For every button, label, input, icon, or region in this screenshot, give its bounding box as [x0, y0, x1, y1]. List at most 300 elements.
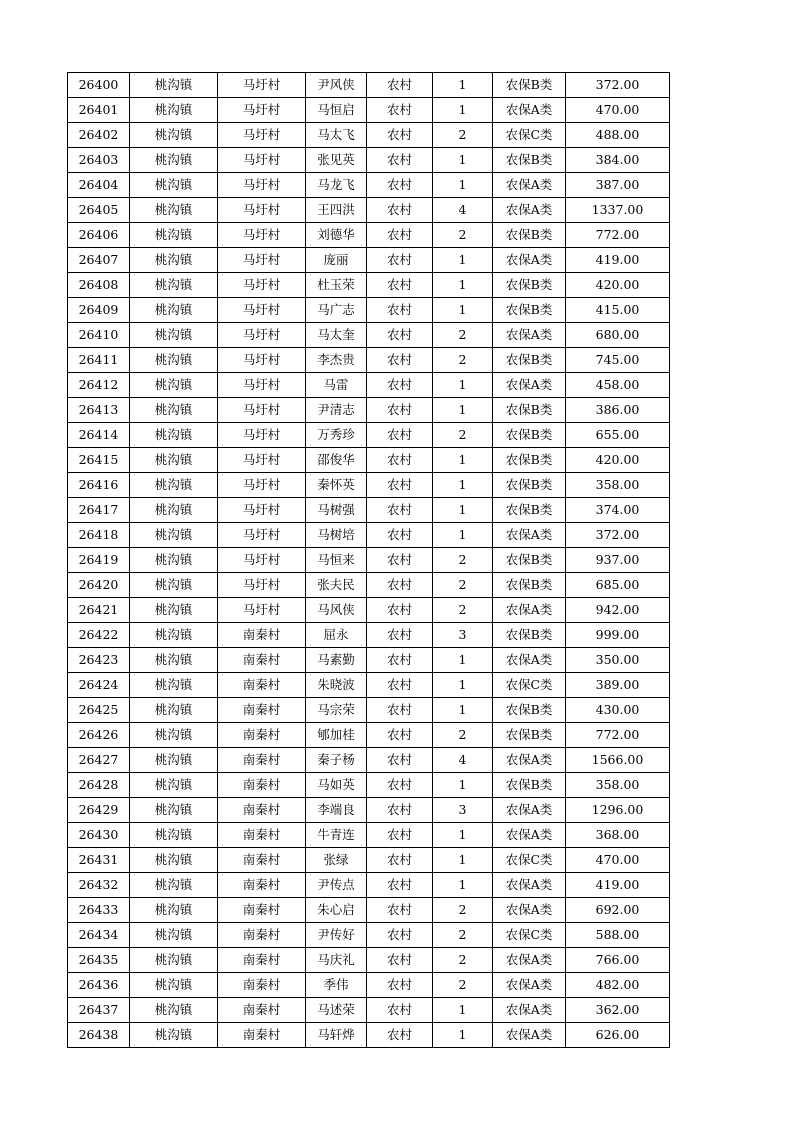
amount-cell: 387.00 [566, 173, 670, 198]
amount-cell: 692.00 [566, 898, 670, 923]
category-cell: 农保B类 [493, 448, 566, 473]
amount-cell: 420.00 [566, 273, 670, 298]
household-count-cell: 4 [433, 748, 493, 773]
amount-cell: 626.00 [566, 1023, 670, 1048]
row-id-cell: 26408 [68, 273, 130, 298]
town-cell: 桃沟镇 [130, 123, 218, 148]
name-cell: 李杰贵 [306, 348, 367, 373]
village-cell: 马圩村 [218, 598, 306, 623]
category-cell: 农保A类 [493, 248, 566, 273]
area-type-cell: 农村 [367, 723, 433, 748]
table-row [68, 498, 670, 523]
village-cell: 南秦村 [218, 848, 306, 873]
town-cell: 桃沟镇 [130, 748, 218, 773]
area-type-cell: 农村 [367, 923, 433, 948]
town-cell: 桃沟镇 [130, 173, 218, 198]
area-type-cell: 农村 [367, 1023, 433, 1048]
amount-cell: 999.00 [566, 623, 670, 648]
row-id-cell: 26420 [68, 573, 130, 598]
area-type-cell: 农村 [367, 448, 433, 473]
table-row [68, 373, 670, 398]
table-row [68, 573, 670, 598]
area-type-cell: 农村 [367, 698, 433, 723]
table-row [68, 698, 670, 723]
table-row [68, 323, 670, 348]
town-cell: 桃沟镇 [130, 1023, 218, 1048]
village-cell: 南秦村 [218, 823, 306, 848]
area-type-cell: 农村 [367, 948, 433, 973]
amount-cell: 655.00 [566, 423, 670, 448]
name-cell: 杜玉荣 [306, 273, 367, 298]
category-cell: 农保C类 [493, 848, 566, 873]
table-row [68, 223, 670, 248]
name-cell: 马雷 [306, 373, 367, 398]
town-cell: 桃沟镇 [130, 773, 218, 798]
town-cell: 桃沟镇 [130, 723, 218, 748]
village-cell: 南秦村 [218, 773, 306, 798]
town-cell: 桃沟镇 [130, 548, 218, 573]
name-cell: 马风侠 [306, 598, 367, 623]
household-count-cell: 1 [433, 648, 493, 673]
category-cell: 农保B类 [493, 348, 566, 373]
village-cell: 南秦村 [218, 948, 306, 973]
household-count-cell: 2 [433, 323, 493, 348]
amount-cell: 350.00 [566, 648, 670, 673]
table-row [68, 998, 670, 1023]
table-row [68, 173, 670, 198]
table-row [68, 648, 670, 673]
village-cell: 马圩村 [218, 523, 306, 548]
town-cell: 桃沟镇 [130, 973, 218, 998]
area-type-cell: 农村 [367, 473, 433, 498]
name-cell: 马庆礼 [306, 948, 367, 973]
category-cell: 农保B类 [493, 473, 566, 498]
village-cell: 马圩村 [218, 273, 306, 298]
row-id-cell: 26401 [68, 98, 130, 123]
category-cell: 农保A类 [493, 648, 566, 673]
household-count-cell: 2 [433, 948, 493, 973]
table-row [68, 773, 670, 798]
town-cell: 桃沟镇 [130, 398, 218, 423]
area-type-cell: 农村 [367, 748, 433, 773]
household-count-cell: 2 [433, 598, 493, 623]
amount-cell: 419.00 [566, 873, 670, 898]
area-type-cell: 农村 [367, 523, 433, 548]
village-cell: 马圩村 [218, 348, 306, 373]
amount-cell: 942.00 [566, 598, 670, 623]
name-cell: 马素勤 [306, 648, 367, 673]
household-count-cell: 1 [433, 823, 493, 848]
table-row [68, 848, 670, 873]
household-count-cell: 1 [433, 848, 493, 873]
area-type-cell: 农村 [367, 648, 433, 673]
name-cell: 张见英 [306, 148, 367, 173]
table-row [68, 273, 670, 298]
name-cell: 庞丽 [306, 248, 367, 273]
row-id-cell: 26405 [68, 198, 130, 223]
table-body [68, 73, 670, 1048]
village-cell: 南秦村 [218, 748, 306, 773]
village-cell: 南秦村 [218, 973, 306, 998]
name-cell: 马树培 [306, 523, 367, 548]
village-cell: 马圩村 [218, 198, 306, 223]
household-count-cell: 2 [433, 723, 493, 748]
area-type-cell: 农村 [367, 873, 433, 898]
name-cell: 马轩烨 [306, 1023, 367, 1048]
name-cell: 郇加桂 [306, 723, 367, 748]
row-id-cell: 26422 [68, 623, 130, 648]
amount-cell: 362.00 [566, 998, 670, 1023]
name-cell: 秦子杨 [306, 748, 367, 773]
row-id-cell: 26418 [68, 523, 130, 548]
household-count-cell: 1 [433, 148, 493, 173]
amount-cell: 415.00 [566, 298, 670, 323]
household-count-cell: 1 [433, 1023, 493, 1048]
row-id-cell: 26417 [68, 498, 130, 523]
household-count-cell: 1 [433, 523, 493, 548]
household-count-cell: 1 [433, 98, 493, 123]
town-cell: 桃沟镇 [130, 223, 218, 248]
village-cell: 马圩村 [218, 173, 306, 198]
row-id-cell: 26433 [68, 898, 130, 923]
name-cell: 季伟 [306, 973, 367, 998]
amount-cell: 430.00 [566, 698, 670, 723]
household-count-cell: 2 [433, 923, 493, 948]
name-cell: 刘德华 [306, 223, 367, 248]
table-row [68, 73, 670, 98]
name-cell: 马宗荣 [306, 698, 367, 723]
village-cell: 马圩村 [218, 98, 306, 123]
amount-cell: 419.00 [566, 248, 670, 273]
category-cell: 农保A类 [493, 748, 566, 773]
household-count-cell: 1 [433, 73, 493, 98]
village-cell: 马圩村 [218, 148, 306, 173]
area-type-cell: 农村 [367, 598, 433, 623]
town-cell: 桃沟镇 [130, 823, 218, 848]
category-cell: 农保A类 [493, 173, 566, 198]
name-cell: 屈永 [306, 623, 367, 648]
category-cell: 农保B类 [493, 573, 566, 598]
amount-cell: 420.00 [566, 448, 670, 473]
name-cell: 马龙飞 [306, 173, 367, 198]
name-cell: 马恒来 [306, 548, 367, 573]
category-cell: 农保B类 [493, 273, 566, 298]
town-cell: 桃沟镇 [130, 673, 218, 698]
household-count-cell: 2 [433, 423, 493, 448]
row-id-cell: 26410 [68, 323, 130, 348]
household-count-cell: 1 [433, 498, 493, 523]
row-id-cell: 26432 [68, 873, 130, 898]
amount-cell: 470.00 [566, 98, 670, 123]
category-cell: 农保B类 [493, 298, 566, 323]
category-cell: 农保A类 [493, 1023, 566, 1048]
area-type-cell: 农村 [367, 673, 433, 698]
town-cell: 桃沟镇 [130, 198, 218, 223]
category-cell: 农保A类 [493, 373, 566, 398]
area-type-cell: 农村 [367, 498, 433, 523]
village-cell: 马圩村 [218, 423, 306, 448]
household-count-cell: 1 [433, 173, 493, 198]
village-cell: 马圩村 [218, 573, 306, 598]
table-row [68, 523, 670, 548]
town-cell: 桃沟镇 [130, 898, 218, 923]
household-count-cell: 1 [433, 398, 493, 423]
household-count-cell: 1 [433, 298, 493, 323]
household-count-cell: 1 [433, 873, 493, 898]
amount-cell: 588.00 [566, 923, 670, 948]
household-count-cell: 3 [433, 623, 493, 648]
household-count-cell: 1 [433, 448, 493, 473]
row-id-cell: 26409 [68, 298, 130, 323]
row-id-cell: 26412 [68, 373, 130, 398]
table-row [68, 898, 670, 923]
village-cell: 马圩村 [218, 323, 306, 348]
row-id-cell: 26414 [68, 423, 130, 448]
row-id-cell: 26403 [68, 148, 130, 173]
table-row [68, 148, 670, 173]
town-cell: 桃沟镇 [130, 473, 218, 498]
village-cell: 南秦村 [218, 623, 306, 648]
town-cell: 桃沟镇 [130, 498, 218, 523]
town-cell: 桃沟镇 [130, 598, 218, 623]
table-row [68, 873, 670, 898]
village-cell: 马圩村 [218, 498, 306, 523]
town-cell: 桃沟镇 [130, 248, 218, 273]
village-cell: 马圩村 [218, 448, 306, 473]
table-row [68, 798, 670, 823]
amount-cell: 368.00 [566, 823, 670, 848]
area-type-cell: 农村 [367, 148, 433, 173]
name-cell: 朱晓波 [306, 673, 367, 698]
area-type-cell: 农村 [367, 848, 433, 873]
town-cell: 桃沟镇 [130, 373, 218, 398]
village-cell: 马圩村 [218, 398, 306, 423]
row-id-cell: 26436 [68, 973, 130, 998]
town-cell: 桃沟镇 [130, 73, 218, 98]
area-type-cell: 农村 [367, 773, 433, 798]
area-type-cell: 农村 [367, 423, 433, 448]
area-type-cell: 农村 [367, 398, 433, 423]
row-id-cell: 26413 [68, 398, 130, 423]
area-type-cell: 农村 [367, 798, 433, 823]
household-count-cell: 2 [433, 223, 493, 248]
area-type-cell: 农村 [367, 373, 433, 398]
amount-cell: 1566.00 [566, 748, 670, 773]
table-row [68, 948, 670, 973]
table-row [68, 673, 670, 698]
name-cell: 马广志 [306, 298, 367, 323]
village-cell: 马圩村 [218, 223, 306, 248]
row-id-cell: 26406 [68, 223, 130, 248]
area-type-cell: 农村 [367, 548, 433, 573]
table-row [68, 448, 670, 473]
household-count-cell: 4 [433, 198, 493, 223]
table-row [68, 473, 670, 498]
amount-cell: 937.00 [566, 548, 670, 573]
name-cell: 尹清志 [306, 398, 367, 423]
category-cell: 农保B类 [493, 73, 566, 98]
row-id-cell: 26428 [68, 773, 130, 798]
amount-cell: 358.00 [566, 773, 670, 798]
row-id-cell: 26430 [68, 823, 130, 848]
name-cell: 牛青连 [306, 823, 367, 848]
household-count-cell: 2 [433, 348, 493, 373]
category-cell: 农保B类 [493, 148, 566, 173]
name-cell: 尹风侠 [306, 73, 367, 98]
town-cell: 桃沟镇 [130, 698, 218, 723]
name-cell: 马树强 [306, 498, 367, 523]
area-type-cell: 农村 [367, 123, 433, 148]
table-row [68, 348, 670, 373]
amount-cell: 685.00 [566, 573, 670, 598]
amount-cell: 389.00 [566, 673, 670, 698]
category-cell: 农保A类 [493, 523, 566, 548]
row-id-cell: 26425 [68, 698, 130, 723]
category-cell: 农保A类 [493, 873, 566, 898]
row-id-cell: 26416 [68, 473, 130, 498]
data-table [67, 72, 670, 1048]
table-row [68, 548, 670, 573]
table-row [68, 923, 670, 948]
village-cell: 马圩村 [218, 373, 306, 398]
name-cell: 万秀珍 [306, 423, 367, 448]
village-cell: 南秦村 [218, 648, 306, 673]
name-cell: 尹传点 [306, 873, 367, 898]
name-cell: 马述荣 [306, 998, 367, 1023]
village-cell: 马圩村 [218, 298, 306, 323]
area-type-cell: 农村 [367, 223, 433, 248]
row-id-cell: 26419 [68, 548, 130, 573]
name-cell: 马太奎 [306, 323, 367, 348]
town-cell: 桃沟镇 [130, 998, 218, 1023]
amount-cell: 745.00 [566, 348, 670, 373]
table-row [68, 398, 670, 423]
row-id-cell: 26427 [68, 748, 130, 773]
village-cell: 南秦村 [218, 1023, 306, 1048]
area-type-cell: 农村 [367, 248, 433, 273]
category-cell: 农保A类 [493, 598, 566, 623]
town-cell: 桃沟镇 [130, 323, 218, 348]
area-type-cell: 农村 [367, 173, 433, 198]
town-cell: 桃沟镇 [130, 948, 218, 973]
town-cell: 桃沟镇 [130, 273, 218, 298]
household-count-cell: 1 [433, 998, 493, 1023]
amount-cell: 488.00 [566, 123, 670, 148]
row-id-cell: 26400 [68, 73, 130, 98]
category-cell: 农保B类 [493, 223, 566, 248]
area-type-cell: 农村 [367, 898, 433, 923]
household-count-cell: 1 [433, 248, 493, 273]
area-type-cell: 农村 [367, 323, 433, 348]
category-cell: 农保B类 [493, 548, 566, 573]
row-id-cell: 26434 [68, 923, 130, 948]
village-cell: 南秦村 [218, 873, 306, 898]
amount-cell: 458.00 [566, 373, 670, 398]
name-cell: 张绿 [306, 848, 367, 873]
household-count-cell: 1 [433, 698, 493, 723]
household-count-cell: 2 [433, 898, 493, 923]
row-id-cell: 26426 [68, 723, 130, 748]
category-cell: 农保B类 [493, 773, 566, 798]
category-cell: 农保A类 [493, 973, 566, 998]
table-row [68, 723, 670, 748]
town-cell: 桃沟镇 [130, 523, 218, 548]
table-row [68, 598, 670, 623]
area-type-cell: 农村 [367, 348, 433, 373]
row-id-cell: 26402 [68, 123, 130, 148]
category-cell: 农保A类 [493, 998, 566, 1023]
category-cell: 农保A类 [493, 948, 566, 973]
household-count-cell: 2 [433, 123, 493, 148]
table-row [68, 748, 670, 773]
category-cell: 农保A类 [493, 823, 566, 848]
amount-cell: 374.00 [566, 498, 670, 523]
household-count-cell: 1 [433, 473, 493, 498]
town-cell: 桃沟镇 [130, 873, 218, 898]
amount-cell: 482.00 [566, 973, 670, 998]
town-cell: 桃沟镇 [130, 623, 218, 648]
amount-cell: 1337.00 [566, 198, 670, 223]
name-cell: 马如英 [306, 773, 367, 798]
category-cell: 农保A类 [493, 898, 566, 923]
village-cell: 南秦村 [218, 723, 306, 748]
town-cell: 桃沟镇 [130, 348, 218, 373]
amount-cell: 384.00 [566, 148, 670, 173]
amount-cell: 358.00 [566, 473, 670, 498]
category-cell: 农保A类 [493, 323, 566, 348]
row-id-cell: 26431 [68, 848, 130, 873]
household-count-cell: 3 [433, 798, 493, 823]
amount-cell: 372.00 [566, 523, 670, 548]
row-id-cell: 26407 [68, 248, 130, 273]
village-cell: 马圩村 [218, 73, 306, 98]
area-type-cell: 农村 [367, 623, 433, 648]
village-cell: 马圩村 [218, 548, 306, 573]
category-cell: 农保C类 [493, 673, 566, 698]
household-count-cell: 1 [433, 673, 493, 698]
village-cell: 马圩村 [218, 248, 306, 273]
town-cell: 桃沟镇 [130, 98, 218, 123]
table-row [68, 198, 670, 223]
category-cell: 农保B类 [493, 398, 566, 423]
table-row [68, 1023, 670, 1048]
household-count-cell: 2 [433, 548, 493, 573]
village-cell: 南秦村 [218, 673, 306, 698]
name-cell: 马恒启 [306, 98, 367, 123]
household-count-cell: 1 [433, 773, 493, 798]
row-id-cell: 26415 [68, 448, 130, 473]
area-type-cell: 农村 [367, 823, 433, 848]
household-count-cell: 1 [433, 273, 493, 298]
category-cell: 农保C类 [493, 123, 566, 148]
area-type-cell: 农村 [367, 298, 433, 323]
name-cell: 邵俊华 [306, 448, 367, 473]
household-count-cell: 2 [433, 573, 493, 598]
category-cell: 农保C类 [493, 923, 566, 948]
area-type-cell: 农村 [367, 573, 433, 598]
town-cell: 桃沟镇 [130, 798, 218, 823]
town-cell: 桃沟镇 [130, 423, 218, 448]
table-row [68, 973, 670, 998]
village-cell: 马圩村 [218, 123, 306, 148]
name-cell: 王四洪 [306, 198, 367, 223]
row-id-cell: 26437 [68, 998, 130, 1023]
town-cell: 桃沟镇 [130, 923, 218, 948]
category-cell: 农保B类 [493, 723, 566, 748]
town-cell: 桃沟镇 [130, 148, 218, 173]
category-cell: 农保A类 [493, 98, 566, 123]
town-cell: 桃沟镇 [130, 848, 218, 873]
